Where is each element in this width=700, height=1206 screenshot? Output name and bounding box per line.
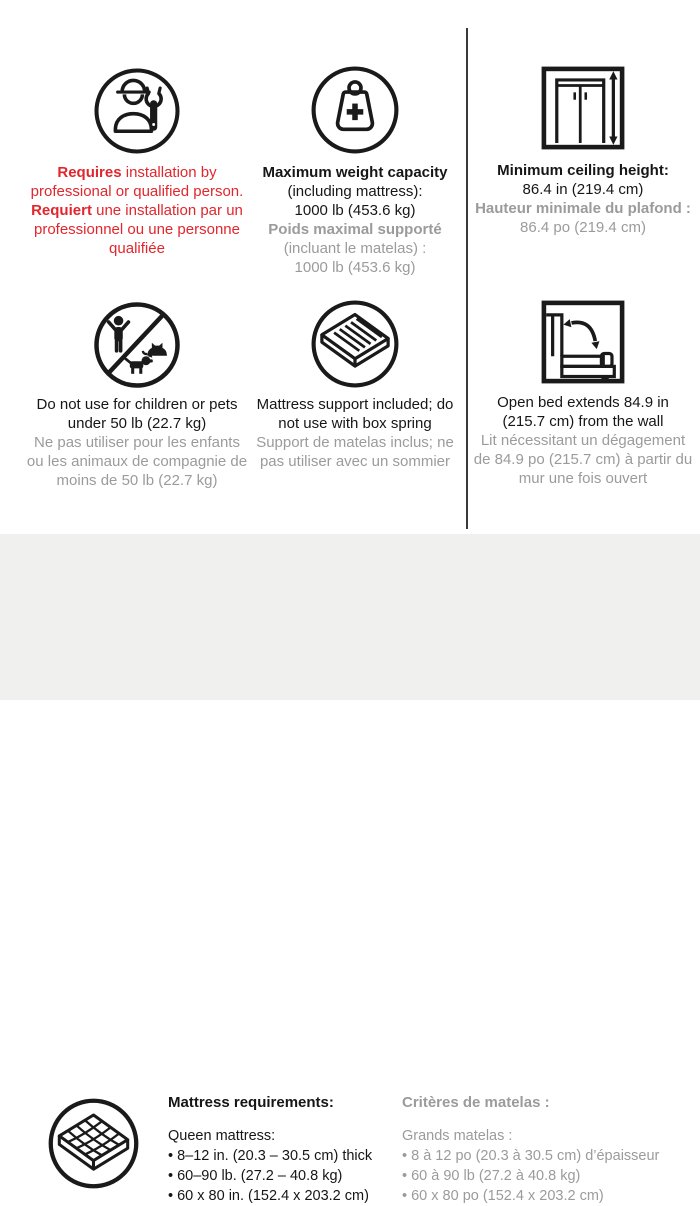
bullet-item: • 60 x 80 in. (152.4 x 203.2 cm) bbox=[168, 1188, 369, 1204]
text-line: under 50 lb (22.7 kg) bbox=[67, 415, 207, 432]
no-children-pets-block bbox=[18, 288, 256, 490]
text-line: 86.4 po (219.4 cm) bbox=[520, 219, 646, 236]
text-line: moins de 50 lb (22.7 kg) bbox=[56, 472, 218, 489]
mattress-support-icon bbox=[309, 288, 401, 390]
text-line: Requires installation by bbox=[57, 164, 217, 181]
text-line: qualifiée bbox=[109, 240, 165, 257]
text-line: Hauteur minimale du plafond : bbox=[475, 200, 691, 217]
mattress-requirements-section bbox=[0, 534, 700, 1204]
bullet-item: • 60–90 lb. (27.2 – 40.8 kg) bbox=[168, 1168, 343, 1184]
ceiling-height-text bbox=[475, 161, 691, 237]
text-line: 1000 lb (453.6 kg) bbox=[294, 202, 416, 219]
open-bed-block bbox=[470, 286, 696, 488]
mattress-icon bbox=[46, 1096, 141, 1191]
text-line: pas utiliser avec un sommier bbox=[259, 453, 451, 470]
text-line: professionnel ou une personne bbox=[33, 221, 240, 238]
installer-icon bbox=[92, 58, 182, 156]
text-line: Do not use for children or pets bbox=[36, 396, 238, 413]
text-line: (215.7 cm) from the wall bbox=[502, 413, 664, 430]
text-line: Lit nécessitant un dégagement bbox=[480, 432, 686, 449]
queen-mattress-label: Queen mattress: bbox=[168, 1128, 276, 1144]
mattress-support-block bbox=[253, 288, 457, 471]
open-bed-text bbox=[474, 393, 692, 488]
bullet-item: • 8–12 in. (20.3 – 30.5 cm) thick bbox=[168, 1148, 373, 1164]
bullet-item: • 8 à 12 po (20.3 à 30.5 cm) d’épaisseur bbox=[402, 1148, 660, 1164]
mattress-requirements-heading: Mattress requirements: bbox=[168, 1094, 334, 1111]
ceiling-height-block bbox=[470, 56, 696, 237]
text-line: ou les animaux de compagnie de bbox=[26, 453, 248, 470]
weight-capacity-icon bbox=[309, 58, 401, 156]
requires-installation-block bbox=[18, 58, 256, 258]
bullet-item: • 60 à 90 lb (27.2 à 40.8 kg) bbox=[402, 1168, 581, 1184]
no-children-pets-text bbox=[27, 395, 247, 490]
text-line: Maximum weight capacity bbox=[262, 164, 448, 181]
vertical-divider bbox=[466, 28, 468, 529]
open-bed-icon bbox=[537, 286, 629, 388]
max-weight-block bbox=[253, 58, 457, 277]
text-line: (incluant le matelas) : bbox=[283, 240, 427, 257]
text-line: Poids maximal supporté bbox=[268, 221, 442, 238]
text-line: not use with box spring bbox=[278, 415, 432, 432]
text-line: (including mattress): bbox=[287, 183, 423, 200]
text-line: Requiert une installation par un bbox=[31, 202, 243, 219]
text-line: mur une fois ouvert bbox=[518, 470, 648, 487]
ceiling-height-icon bbox=[537, 56, 629, 154]
text-line: Minimum ceiling height: bbox=[497, 162, 669, 179]
max-weight-text bbox=[262, 163, 447, 277]
text-line: Open bed extends 84.9 in bbox=[497, 394, 669, 411]
no-children-pets-icon bbox=[92, 288, 182, 390]
text-line: de 84.9 po (215.7 cm) à partir du bbox=[473, 451, 693, 468]
installation-text bbox=[31, 163, 244, 258]
mattress-requirements-fr bbox=[402, 1093, 659, 1206]
text-line: Support de matelas inclus; ne bbox=[256, 434, 454, 451]
mattress-support-text bbox=[256, 395, 454, 471]
mattress-requirements-heading-fr: Critères de matelas : bbox=[402, 1094, 550, 1111]
queen-mattress-label-fr: Grands matelas : bbox=[402, 1128, 513, 1144]
text-line: Mattress support included; do bbox=[256, 396, 454, 413]
text-line: Ne pas utiliser pour les enfants bbox=[34, 434, 240, 451]
text-line: 1000 lb (453.6 kg) bbox=[294, 259, 416, 276]
bullet-item: • 60 x 80 po (152.4 x 203.2 cm) bbox=[402, 1188, 604, 1204]
mattress-requirements-en bbox=[168, 1093, 372, 1206]
text-line: 86.4 in (219.4 cm) bbox=[522, 181, 644, 198]
text-line: professional or qualified person. bbox=[30, 183, 244, 200]
